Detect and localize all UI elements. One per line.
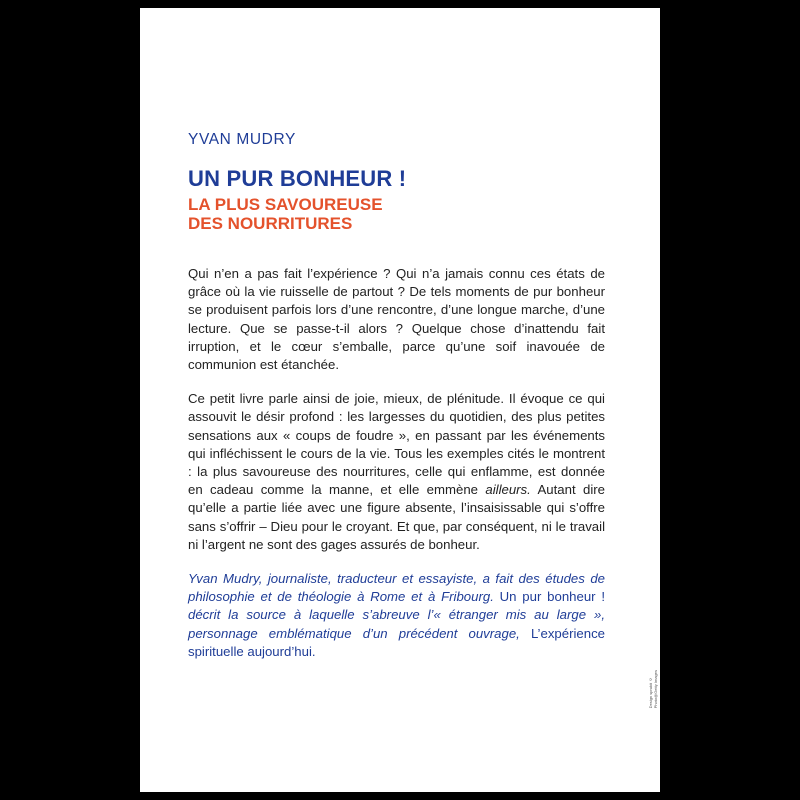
paragraph-intro: Qui n’en a pas fait l’expérience ? Qui n’a jamais connu ces états de grâce où la vie ruisselle de partout ? De tels moments de pur bonheur se produisent parfois lors d’une rencontre, d’une longue marche, d’une lecture. Que se passe-t-il alors ? Quelque chose d’inattendu fait irruption, et le cœur s’emballe, parce qu’une soif inavouée de communion est étanchée. — [188, 266, 605, 373]
subtitle-line-1: LA PLUS SAVOUREUSE — [188, 195, 383, 214]
paragraph-description — [188, 390, 605, 554]
blurb — [188, 265, 605, 677]
book-title: UN PUR BONHEUR ! — [188, 166, 407, 191]
author-bio — [188, 570, 605, 661]
author-name: YVAN MUDRY — [188, 131, 296, 148]
bio-book-title: Un pur bonheur ! — [493, 589, 605, 605]
emphasis-ailleurs: ailleurs. — [485, 482, 531, 498]
design-photo-credit — [648, 670, 658, 708]
subtitle-line-2: DES NOURRITURES — [188, 214, 353, 233]
paragraph-description-part-1: Ce petit livre parle ainsi de joie, mieux, de plénitude. Il évoque ce qui assouvit le désir profond : les largesses du quotidien, des plus petites sensations aux « coups de foudre », en passant par les événements qui infléchissent le cours de la vie. Tous les exemples cités le montrent : la plus savoureuse des nourritures, celle qui enflamme, est donnée en cadeau comme la manne, et elle emmène — [188, 391, 605, 498]
credit-line-1: Design sprukit © — [648, 676, 653, 709]
credit-line-2: Photo@Getty Images — [653, 670, 658, 709]
bio-part-1: Yvan Mudry, journaliste, traducteur et essayiste, a fait des études de philosophie et de théologie à Rome et à Fribourg. — [188, 571, 605, 605]
book-subtitle — [188, 195, 383, 233]
back-cover — [140, 8, 660, 792]
paragraph-description-part-2: Autant dire qu’elle a partie liée avec une figure absente, l’insaisissable qui s’offre sans s’offrir – Dieu pour le croyant. Et que, par conséquent, ni le travail ni l’argent ne sont des gages assurés de bonheur. — [188, 482, 605, 552]
bio-previous-book-title: L’expérience spirituelle aujourd’hui. — [188, 625, 606, 659]
bio-part-2: décrit la source à laquelle s’abreuve l’« étranger mis au large », personnage emblématique d’un précédent ouvrage, — [188, 607, 605, 641]
